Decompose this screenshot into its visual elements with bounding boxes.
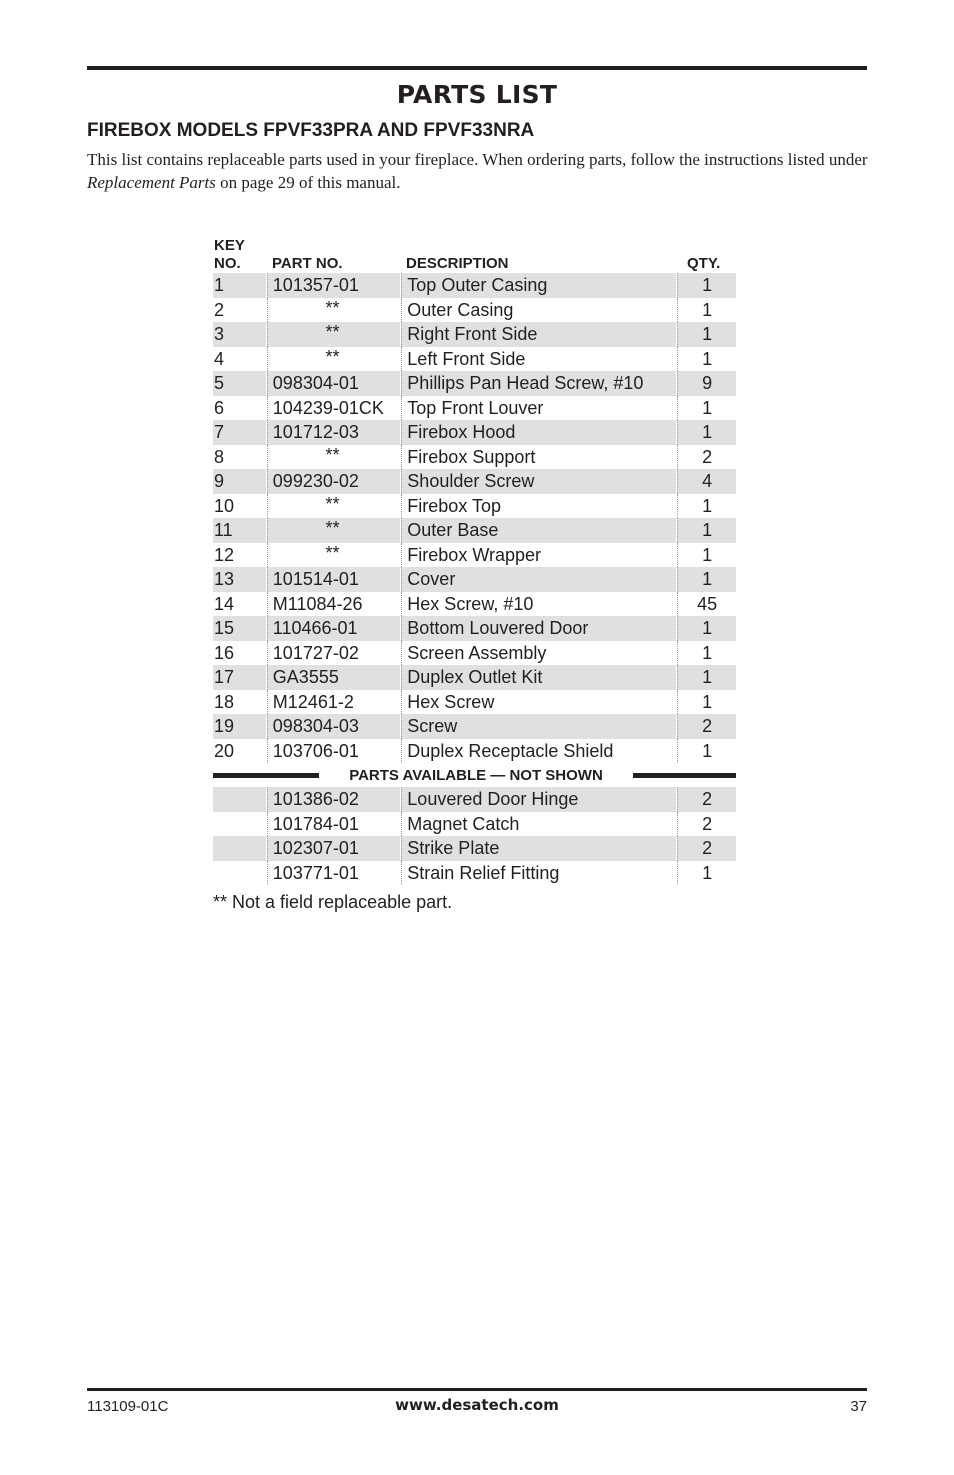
- table-header: [213, 233, 736, 273]
- cell-qty: 1: [677, 690, 736, 715]
- table-row: [213, 665, 736, 690]
- cell-key-no: 14: [214, 593, 235, 614]
- page-title: PARTS LIST: [396, 80, 558, 109]
- page-number: 37: [850, 1398, 867, 1415]
- cell-description: Strike Plate: [401, 836, 676, 861]
- cell-key-no: 7: [213, 420, 266, 445]
- table-row: [213, 420, 736, 445]
- table-row: [213, 322, 736, 347]
- intro-text-start: This list contains replaceable parts used in your fireplace. When ordering parts, follow the instructions listed under: [87, 150, 868, 169]
- cell-description: Shoulder Screw: [401, 469, 676, 494]
- table-row: [213, 518, 736, 543]
- cell-qty: 9: [677, 371, 736, 396]
- cell-key-no: 16: [214, 642, 235, 663]
- cell-qty: 1: [677, 543, 736, 568]
- cell-description: Outer Base: [401, 518, 676, 543]
- table-row: [213, 739, 736, 764]
- cell-key-no: 1: [213, 273, 266, 298]
- cell-qty: 1: [677, 273, 736, 298]
- cell-qty: 1: [677, 518, 736, 543]
- cell-part-no: 098304-01: [267, 371, 401, 396]
- cell-description: Duplex Outlet Kit: [401, 665, 676, 690]
- cell-description: Left Front Side: [401, 347, 676, 372]
- table-row: [213, 273, 736, 298]
- cell-key-no: 9: [213, 469, 266, 494]
- table-row: [213, 567, 736, 592]
- cell-qty: 2: [677, 787, 736, 812]
- cell-part-no: 099230-02: [267, 469, 401, 494]
- top-rule: [87, 66, 867, 70]
- website-link[interactable]: www.desatech.com: [395, 1396, 559, 1414]
- intro-paragraph: [87, 148, 877, 194]
- divider-bar-left: [213, 773, 319, 778]
- cell-part-no: M12461-2: [267, 690, 401, 715]
- bottom-rule: [87, 1388, 867, 1391]
- cell-description: Duplex Receptacle Shield: [401, 739, 676, 764]
- cell-description: Phillips Pan Head Screw, #10: [401, 371, 676, 396]
- cell-part-no: 102307-01: [267, 836, 401, 861]
- cell-key-no: [213, 787, 266, 812]
- cell-part-no: **: [267, 445, 401, 470]
- cell-part-no: **: [267, 322, 401, 347]
- cell-description: Cover: [401, 567, 676, 592]
- table-row: [213, 347, 736, 372]
- table-row: [213, 812, 736, 837]
- column-header-qty: QTY.: [687, 255, 721, 272]
- cell-part-no: 101386-02: [267, 787, 401, 812]
- cell-qty: 4: [677, 469, 736, 494]
- cell-qty: 45: [677, 592, 736, 617]
- column-header-description: DESCRIPTION: [406, 255, 509, 272]
- table-row: [213, 592, 736, 617]
- cell-part-no: 101357-01: [267, 273, 401, 298]
- cell-description: Firebox Wrapper: [401, 543, 676, 568]
- intro-text-end: on page 29 of this manual.: [215, 173, 401, 192]
- cell-description: Firebox Top: [401, 494, 676, 519]
- table-row: [213, 690, 736, 715]
- cell-description: Right Front Side: [401, 322, 676, 347]
- cell-description: Screw: [401, 714, 676, 739]
- cell-part-no: 104239-01CK: [267, 396, 401, 421]
- cell-description: Hex Screw, #10: [401, 592, 676, 617]
- cell-description: Top Outer Casing: [401, 273, 676, 298]
- intro-reference-link-text: Replacement Parts: [87, 173, 216, 192]
- cell-key-no: 13: [213, 567, 266, 592]
- table-row: [213, 543, 736, 568]
- not-shown-divider: [213, 763, 736, 787]
- cell-part-no: **: [267, 298, 401, 323]
- section-heading: FIREBOX MODELS FPVF33PRA AND FPVF33NRA: [87, 120, 535, 141]
- cell-part-no: **: [267, 543, 401, 568]
- cell-key-no: 2: [214, 299, 225, 320]
- cell-key-no: 20: [214, 740, 235, 761]
- cell-description: Top Front Louver: [401, 396, 676, 421]
- cell-part-no: 101712-03: [267, 420, 401, 445]
- cell-part-no: **: [267, 347, 401, 372]
- table-row: [213, 861, 736, 886]
- cell-key-no: [213, 861, 266, 886]
- cell-description: Firebox Support: [401, 445, 676, 470]
- cell-key-no: 18: [214, 691, 235, 712]
- table-row: [213, 641, 736, 666]
- cell-part-no: 103771-01: [267, 861, 401, 886]
- table-row: [213, 616, 736, 641]
- table-row: [213, 298, 736, 323]
- cell-qty: 2: [677, 714, 736, 739]
- cell-qty: 1: [677, 420, 736, 445]
- not-shown-label: PARTS AVAILABLE — NOT SHOWN: [349, 766, 603, 784]
- cell-part-no: M11084-26: [267, 592, 401, 617]
- cell-part-no: 103706-01: [267, 739, 401, 764]
- parts-rows: [213, 273, 736, 763]
- cell-qty: 1: [677, 396, 736, 421]
- cell-description: Magnet Catch: [401, 812, 676, 837]
- cell-key-no: 3: [213, 322, 266, 347]
- cell-description: Hex Screw: [401, 690, 676, 715]
- table-row: [213, 787, 736, 812]
- column-header-part-no: PART NO.: [272, 255, 343, 272]
- cell-key-no: 5: [213, 371, 266, 396]
- cell-qty: 1: [677, 861, 736, 886]
- table-row: [213, 371, 736, 396]
- cell-key-no: 8: [214, 446, 225, 467]
- cell-qty: 2: [677, 812, 736, 837]
- cell-key-no: 17: [213, 665, 266, 690]
- table-row: [213, 494, 736, 519]
- cell-part-no: **: [267, 494, 401, 519]
- cell-part-no: 101727-02: [267, 641, 401, 666]
- divider-bar-right: [633, 773, 736, 778]
- cell-description: Outer Casing: [401, 298, 676, 323]
- cell-key-no: [213, 836, 266, 861]
- table-row: [213, 445, 736, 470]
- cell-part-no: 110466-01: [267, 616, 401, 641]
- column-header-key-line2: NO.: [214, 255, 241, 272]
- cell-key-no: 4: [214, 348, 225, 369]
- cell-qty: 1: [677, 494, 736, 519]
- cell-part-no: 098304-03: [267, 714, 401, 739]
- cell-qty: 1: [677, 298, 736, 323]
- parts-table: [213, 233, 736, 914]
- cell-description: Louvered Door Hinge: [401, 787, 676, 812]
- cell-part-no: **: [267, 518, 401, 543]
- cell-key-no: [213, 812, 266, 837]
- table-row: [213, 396, 736, 421]
- cell-key-no: 12: [214, 544, 235, 565]
- cell-key-no: 19: [213, 714, 266, 739]
- not-shown-rows: [213, 787, 736, 885]
- cell-key-no: 10: [214, 495, 235, 516]
- cell-qty: 1: [677, 641, 736, 666]
- cell-description: Firebox Hood: [401, 420, 676, 445]
- column-header-key-line1: KEY: [214, 237, 245, 254]
- cell-key-no: 11: [213, 518, 266, 543]
- cell-qty: 1: [677, 616, 736, 641]
- cell-qty: 1: [677, 665, 736, 690]
- cell-qty: 1: [677, 322, 736, 347]
- table-row: [213, 469, 736, 494]
- cell-key-no: 6: [214, 397, 225, 418]
- cell-part-no: 101514-01: [267, 567, 401, 592]
- cell-key-no: 15: [213, 616, 266, 641]
- cell-qty: 2: [677, 836, 736, 861]
- cell-qty: 2: [677, 445, 736, 470]
- column-header-key-no: [214, 237, 245, 273]
- cell-description: Screen Assembly: [401, 641, 676, 666]
- cell-qty: 1: [677, 567, 736, 592]
- cell-part-no: GA3555: [267, 665, 401, 690]
- cell-qty: 1: [677, 347, 736, 372]
- table-row: [213, 714, 736, 739]
- doc-number: 113109-01C: [87, 1398, 169, 1415]
- cell-qty: 1: [677, 739, 736, 764]
- cell-part-no: 101784-01: [267, 812, 401, 837]
- cell-description: Bottom Louvered Door: [401, 616, 676, 641]
- footnote: ** Not a field replaceable part.: [213, 892, 453, 912]
- table-row: [213, 836, 736, 861]
- cell-description: Strain Relief Fitting: [401, 861, 676, 886]
